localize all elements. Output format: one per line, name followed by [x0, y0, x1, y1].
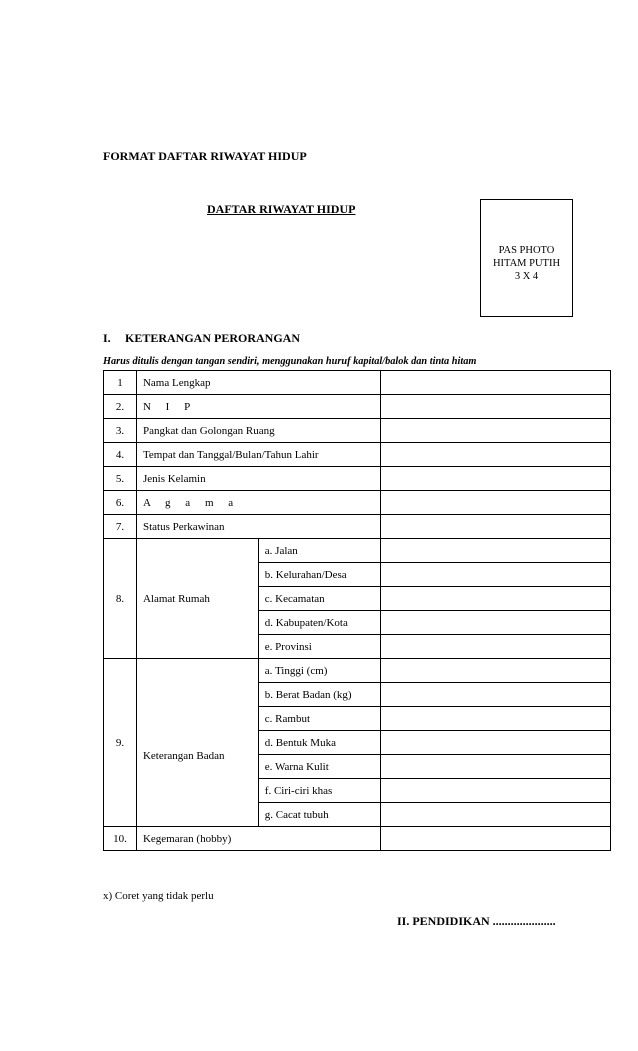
sub-label: f. Ciri-ciri khas — [258, 779, 380, 803]
row-label: Status Perkawinan — [136, 515, 380, 539]
document-title: DAFTAR RIWAYAT HIDUP — [207, 202, 356, 216]
answer-field[interactable] — [380, 467, 610, 491]
table-row — [104, 491, 611, 515]
section-heading — [103, 331, 300, 346]
instruction-text: Harus ditulis dengan tangan sendiri, menggunakan huruf kapital/balok dan tinta hitam — [103, 356, 477, 367]
section-number: I. — [103, 331, 111, 345]
answer-field[interactable] — [380, 659, 610, 683]
answer-field[interactable] — [380, 755, 610, 779]
table-row — [104, 827, 611, 851]
row-label: N I P — [136, 395, 380, 419]
row-label: A g a m a — [136, 491, 380, 515]
row-label: Kegemaran (hobby) — [136, 827, 380, 851]
sub-label: e. Warna Kulit — [258, 755, 380, 779]
table-row — [104, 443, 611, 467]
table-row — [104, 539, 611, 563]
answer-field[interactable] — [380, 683, 610, 707]
sub-label: a. Tinggi (cm) — [258, 659, 380, 683]
sub-label: g. Cacat tubuh — [258, 803, 380, 827]
table-row — [104, 371, 611, 395]
answer-field[interactable] — [380, 395, 610, 419]
row-number: 8. — [104, 539, 137, 659]
next-section-heading: II. PENDIDIKAN ..................... — [397, 914, 556, 928]
row-number: 3. — [104, 419, 137, 443]
answer-field[interactable] — [380, 539, 610, 563]
format-title: FORMAT DAFTAR RIWAYAT HIDUP — [103, 149, 307, 163]
row-label: Alamat Rumah — [136, 539, 258, 659]
sub-label: e. Provinsi — [258, 635, 380, 659]
row-number: 1 — [104, 371, 137, 395]
answer-field[interactable] — [380, 587, 610, 611]
row-number: 9. — [104, 659, 137, 827]
answer-field[interactable] — [380, 371, 610, 395]
personal-info-table — [103, 370, 611, 851]
answer-field[interactable] — [380, 515, 610, 539]
answer-field[interactable] — [380, 803, 610, 827]
answer-field[interactable] — [380, 827, 610, 851]
sub-label: a. Jalan — [258, 539, 380, 563]
table-row — [104, 515, 611, 539]
answer-field[interactable] — [380, 779, 610, 803]
table-row — [104, 419, 611, 443]
row-number: 10. — [104, 827, 137, 851]
table-row — [104, 467, 611, 491]
row-label: Nama Lengkap — [136, 371, 380, 395]
table-row — [104, 659, 611, 683]
photo-label-line1: PAS PHOTO — [498, 245, 555, 256]
sub-label: b. Kelurahan/Desa — [258, 563, 380, 587]
photo-box — [480, 199, 573, 317]
row-number: 4. — [104, 443, 137, 467]
photo-label-line3: 3 X 4 — [514, 271, 539, 282]
answer-field[interactable] — [380, 707, 610, 731]
answer-field[interactable] — [380, 731, 610, 755]
row-number: 5. — [104, 467, 137, 491]
row-label: Jenis Kelamin — [136, 467, 380, 491]
row-label: Tempat dan Tanggal/Bulan/Tahun Lahir — [136, 443, 380, 467]
answer-field[interactable] — [380, 443, 610, 467]
photo-label-line2: HITAM PUTIH — [492, 258, 561, 269]
sub-label: c. Rambut — [258, 707, 380, 731]
sub-label: c. Kecamatan — [258, 587, 380, 611]
row-label: Keterangan Badan — [136, 659, 258, 827]
table-row — [104, 395, 611, 419]
answer-field[interactable] — [380, 419, 610, 443]
footnote: x) Coret yang tidak perlu — [103, 890, 214, 902]
row-number: 7. — [104, 515, 137, 539]
row-number: 6. — [104, 491, 137, 515]
sub-label: d. Kabupaten/Kota — [258, 611, 380, 635]
answer-field[interactable] — [380, 491, 610, 515]
sub-label: d. Bentuk Muka — [258, 731, 380, 755]
sub-label: b. Berat Badan (kg) — [258, 683, 380, 707]
answer-field[interactable] — [380, 635, 610, 659]
row-number: 2. — [104, 395, 137, 419]
row-label: Pangkat dan Golongan Ruang — [136, 419, 380, 443]
answer-field[interactable] — [380, 563, 610, 587]
answer-field[interactable] — [380, 611, 610, 635]
section-title: KETERANGAN PERORANGAN — [125, 331, 301, 345]
